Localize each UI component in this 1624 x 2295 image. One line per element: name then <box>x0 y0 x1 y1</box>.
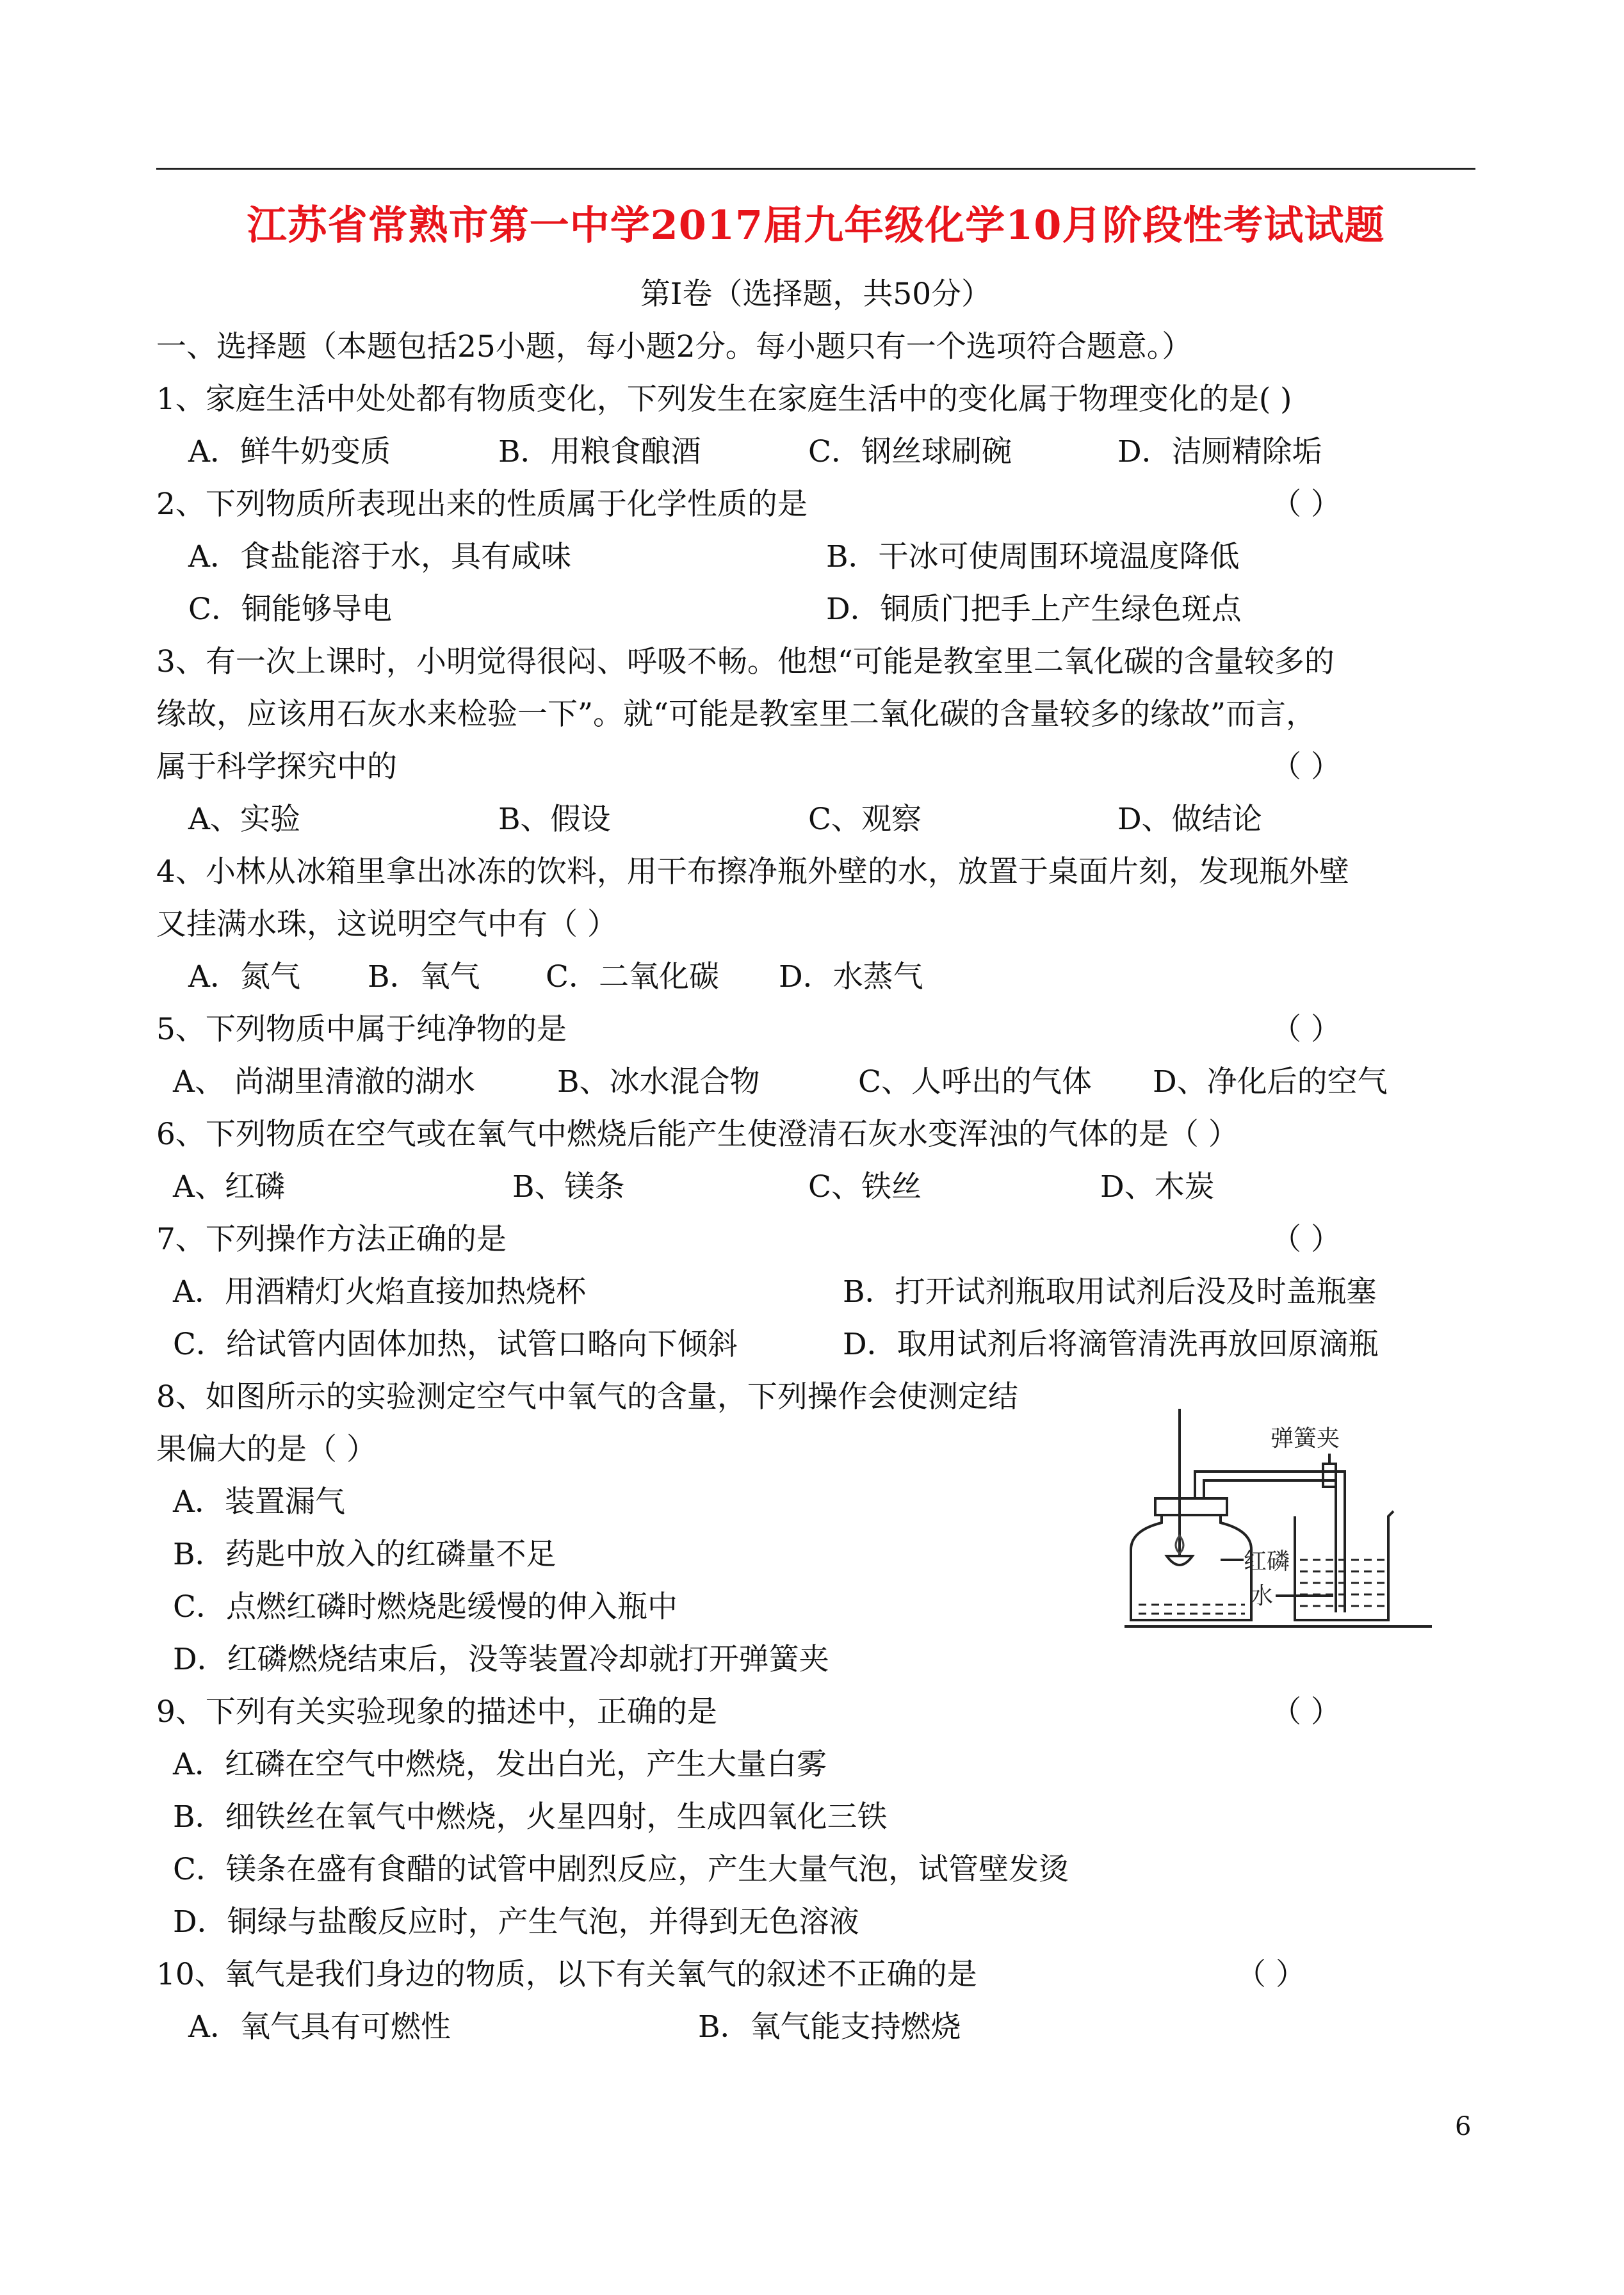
answer-bracket: （ ） <box>1236 1957 1306 1992</box>
option-d: D．取用试剂后将滴管清洗再放回原滴瓶 <box>843 1327 1379 1362</box>
option-a: A．氧气具有可燃性 <box>188 2009 451 2045</box>
option-a: A．鲜牛奶变质 <box>188 434 391 469</box>
option-c: C．二氧化碳 <box>546 959 719 994</box>
option-d: D．洁厕精除垢 <box>1117 434 1322 469</box>
option-a: A、红磷 <box>173 1169 285 1204</box>
option-c: C．铜能够导电 <box>188 592 392 627</box>
question-stem: 2、下列物质所表现出来的性质属于化学性质的是 <box>156 487 808 522</box>
option-d: D．铜绿与盐酸反应时，产生气泡，并得到无色溶液 <box>173 1904 859 1940</box>
question-stem: 属于科学探究中的 <box>156 749 397 784</box>
option-a: A．装置漏气 <box>173 1484 345 1520</box>
question-stem: 又挂满水珠，这说明空气中有（ ） <box>156 907 617 942</box>
question-stem: 8、如图所示的实验测定空气中氧气的含量，下列操作会使测定结 <box>156 1379 1018 1415</box>
question-stem: 3、有一次上课时，小明觉得很闷、呼吸不畅。他想“可能是教室里二氧化碳的含量较多的 <box>156 644 1335 679</box>
option-a: A．氮气 <box>188 959 300 994</box>
question-stem: 9、下列有关实验现象的描述中，正确的是 <box>156 1694 717 1730</box>
option-a: A、实验 <box>188 802 300 837</box>
option-b: B．打开试剂瓶取用试剂后没及时盖瓶塞 <box>843 1274 1377 1310</box>
option-c: C、人呼出的气体 <box>858 1064 1092 1099</box>
option-c: C、铁丝 <box>808 1169 922 1204</box>
option-a: A．食盐能溶于水，具有咸味 <box>188 539 571 574</box>
question-stem: 缘故，应该用石灰水来检验一下”。就“可能是教室里二氧化碳的含量较多的缘故”而言， <box>156 697 1317 732</box>
option-b: B、假设 <box>498 802 611 837</box>
phosphorus-label: 红磷 <box>1244 1548 1290 1575</box>
option-d: D、做结论 <box>1117 802 1262 837</box>
question-stem: 1、家庭生活中处处都有物质变化，下列发生在家庭生活中的变化属于物理变化的是( ) <box>156 382 1292 417</box>
option-b: B．氧气能支持燃烧 <box>698 2009 961 2045</box>
question-stem: 5、下列物质中属于纯净物的是 <box>156 1012 567 1047</box>
answer-bracket: （ ） <box>1271 1222 1341 1257</box>
answer-bracket: （ ） <box>1271 1012 1341 1047</box>
clip-label: 弹簧夹 <box>1271 1425 1340 1452</box>
section-title: 第Ⅰ卷（选择题，共50分） <box>640 277 992 312</box>
option-b: B、冰水混合物 <box>557 1064 760 1099</box>
option-d: D．水蒸气 <box>779 959 923 994</box>
option-a: A．红磷在空气中燃烧，发出白光，产生大量白雾 <box>173 1747 827 1782</box>
option-c: C．镁条在盛有食醋的试管中剧烈反应，产生大量气泡，试管壁发烫 <box>173 1852 1069 1887</box>
option-b: B．用粮食酿酒 <box>498 434 701 469</box>
option-b: B．干冰可使周围环境温度降低 <box>826 539 1240 574</box>
question-stem: 10、氧气是我们身边的物质，以下有关氧气的叙述不正确的是 <box>156 1957 977 1992</box>
option-c: C．给试管内固体加热，试管口略向下倾斜 <box>173 1327 738 1362</box>
option-c: C、观察 <box>808 802 922 837</box>
answer-bracket: （ ） <box>1271 1694 1341 1730</box>
answer-bracket: （ ） <box>1271 749 1341 784</box>
option-b: B．细铁丝在氧气中燃烧，火星四射，生成四氧化三铁 <box>173 1799 888 1835</box>
question-stem: 7、下列操作方法正确的是 <box>156 1222 507 1257</box>
question-stem: 4、小林从冰箱里拿出冰冻的饮料，用干布擦净瓶外壁的水，放置于桌面片刻，发现瓶外壁 <box>156 854 1349 889</box>
question-stem: 6、下列物质在空气或在氧气中燃烧后能产生使澄清石灰水变浑浊的气体的是（ ） <box>156 1117 1238 1152</box>
option-d: D、净化后的空气 <box>1153 1064 1388 1099</box>
option-a: A．用酒精灯火焰直接加热烧杯 <box>173 1274 586 1310</box>
water-label: 水 <box>1250 1583 1274 1609</box>
option-b: B、镁条 <box>512 1169 625 1204</box>
page-title: 江苏省常熟市第一中学2017届九年级化学10月阶段性考试试题 <box>247 202 1385 248</box>
option-b: B．氧气 <box>368 959 480 994</box>
option-a: A、 尚湖里清澈的湖水 <box>173 1064 475 1099</box>
option-d: D．铜质门把手上产生绿色斑点 <box>826 592 1242 627</box>
option-c: C．点燃红磷时燃烧匙缓慢的伸入瓶中 <box>173 1589 678 1625</box>
option-d: D．红磷燃烧结束后，没等装置冷却就打开弹簧夹 <box>173 1642 829 1677</box>
part-intro: 一、选择题（本题包括25小题，每小题2分。每小题只有一个选项符合题意。） <box>156 329 1192 364</box>
apparatus-figure <box>1125 1409 1438 1639</box>
header-rule <box>156 168 1475 170</box>
question-stem: 果偏大的是（ ） <box>156 1432 377 1467</box>
option-b: B．药匙中放入的红磷量不足 <box>173 1537 556 1572</box>
page-number: 6 <box>1455 2112 1472 2141</box>
option-c: C．钢丝球刷碗 <box>808 434 1012 469</box>
option-d: D、木炭 <box>1100 1169 1215 1204</box>
answer-bracket: （ ） <box>1271 487 1341 522</box>
